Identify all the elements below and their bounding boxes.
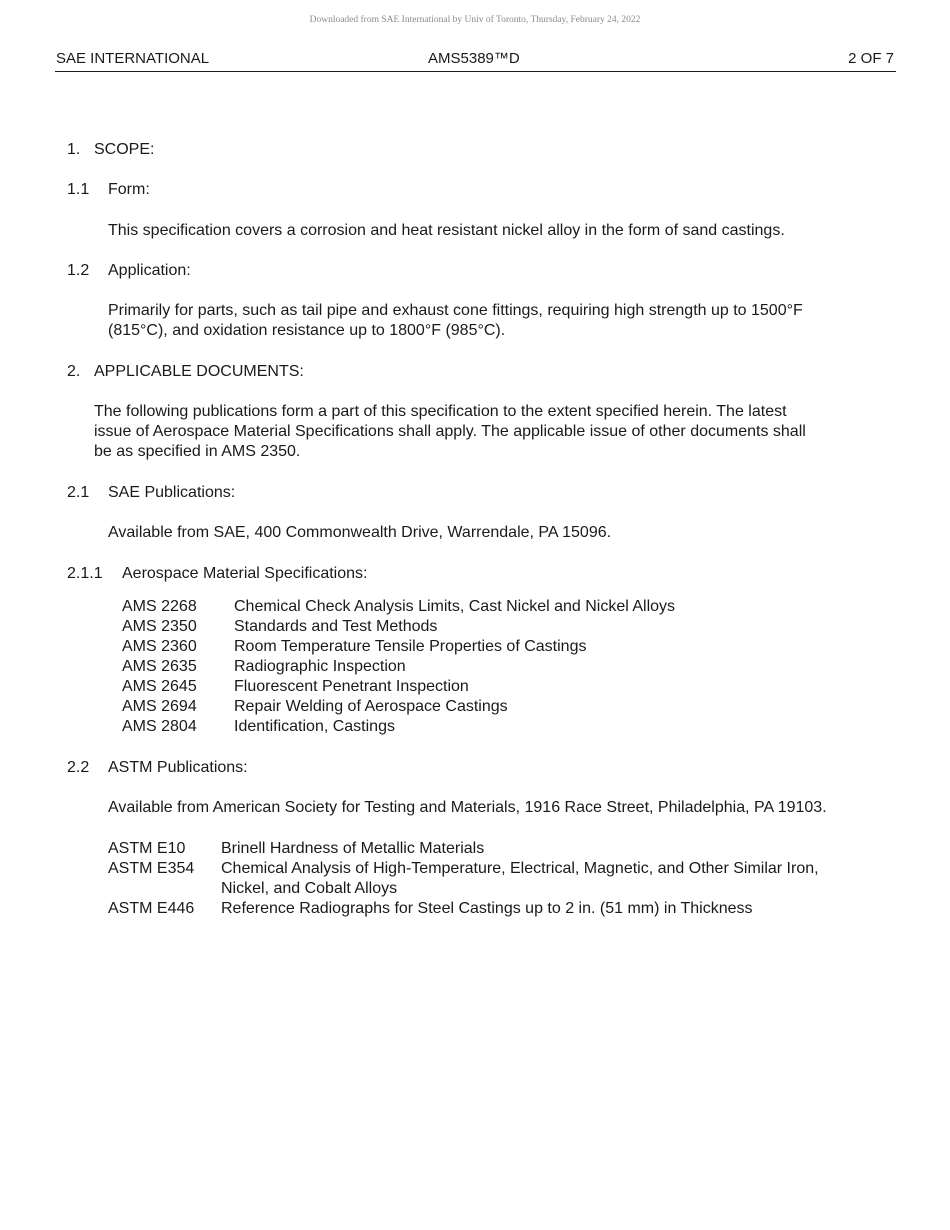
- section-2-2-paragraph: Available from American Society for Testing and Materials, 1916 Race Street, Philadelphia, PA 19103.: [108, 799, 827, 816]
- document-code: AMS 2694: [122, 698, 197, 715]
- page-header: [55, 49, 896, 72]
- document-code: ASTM E354: [108, 860, 195, 877]
- document-title: Chemical Check Analysis Limits, Cast Nickel and Nickel Alloys: [234, 598, 676, 615]
- document-code: AMS 2268: [122, 598, 197, 615]
- section-title: Form:: [108, 181, 150, 198]
- section-title: Aerospace Material Specifications:: [122, 565, 368, 582]
- document-title: Brinell Hardness of Metallic Materials: [221, 840, 485, 857]
- document-title: Room Temperature Tensile Properties of Castings: [234, 638, 587, 655]
- document-code: ASTM E10: [108, 840, 186, 857]
- document-title: Fluorescent Penetrant Inspection: [234, 678, 469, 695]
- document-code: AMS 2350: [122, 618, 197, 635]
- header-organization: SAE INTERNATIONAL: [56, 50, 210, 67]
- section-title: ASTM Publications:: [108, 759, 248, 776]
- document-title: Standards and Test Methods: [234, 618, 438, 635]
- section-2-paragraph-line-3: be as specified in AMS 2350.: [94, 443, 301, 460]
- astm-document-row: [108, 899, 868, 919]
- section-number: 1.: [67, 141, 81, 158]
- section-number: 1.1: [67, 181, 90, 198]
- document-code: ASTM E446: [108, 900, 195, 917]
- document-code: AMS 2360: [122, 638, 197, 655]
- ams-document-row: [122, 677, 822, 697]
- header-document-number: AMS5389™D: [428, 50, 520, 67]
- document-code: AMS 2645: [122, 678, 197, 695]
- ams-document-row: [122, 697, 822, 717]
- section-2-heading: [67, 362, 867, 382]
- section-1-heading: [67, 140, 867, 160]
- ams-document-row: [122, 717, 822, 737]
- document-code: AMS 2804: [122, 718, 197, 735]
- header-page-number: 2 OF 7: [848, 50, 894, 67]
- section-1-1-heading: [67, 180, 867, 200]
- section-2-1-heading: [67, 483, 867, 503]
- astm-document-row: [108, 859, 868, 899]
- section-number: 2.: [67, 363, 81, 380]
- section-2-2-heading: [67, 758, 867, 778]
- document-code: AMS 2635: [122, 658, 197, 675]
- section-2-1-paragraph: Available from SAE, 400 Commonwealth Drive, Warrendale, PA 15096.: [108, 524, 612, 541]
- section-2-1-1-heading: [67, 564, 867, 584]
- document-title: Chemical Analysis of High-Temperature, Electrical, Magnetic, and Other Similar Iron,: [221, 860, 819, 877]
- document-title: Identification, Castings: [234, 718, 395, 735]
- ams-document-row: [122, 657, 822, 677]
- section-title: SCOPE:: [94, 141, 155, 158]
- document-title: Reference Radiographs for Steel Castings up to 2 in. (51 mm) in Thickness: [221, 900, 753, 917]
- section-1-1-paragraph: This specification covers a corrosion and heat resistant nickel alloy in the form of sand castings.: [108, 222, 785, 239]
- ams-document-row: [122, 637, 822, 657]
- section-1-2-paragraph-line-1: Primarily for parts, such as tail pipe and exhaust cone fittings, requiring high strength up to 1500°F: [108, 302, 803, 319]
- section-number: 1.2: [67, 262, 90, 279]
- document-title-continued: Nickel, and Cobalt Alloys: [221, 880, 398, 897]
- ams-document-row: [122, 597, 822, 617]
- section-1-2-paragraph-line-2: (815°C), and oxidation resistance up to 1800°F (985°C).: [108, 322, 506, 339]
- section-title: Application:: [108, 262, 191, 279]
- astm-document-row: [108, 839, 868, 859]
- document-title: Repair Welding of Aerospace Castings: [234, 698, 508, 715]
- section-1-2-heading: [67, 261, 867, 281]
- document-title: Radiographic Inspection: [234, 658, 406, 675]
- section-number: 2.2: [67, 759, 90, 776]
- section-title: APPLICABLE DOCUMENTS:: [94, 363, 304, 380]
- section-2-paragraph-line-1: The following publications form a part of this specification to the extent specified herein. The latest: [94, 403, 787, 420]
- section-number: 2.1.1: [67, 565, 103, 582]
- download-watermark: Downloaded from SAE International by Univ of Toronto, Thursday, February 24, 2022: [309, 15, 641, 25]
- section-number: 2.1: [67, 484, 90, 501]
- ams-document-row: [122, 617, 822, 637]
- section-2-paragraph-line-2: issue of Aerospace Material Specifications shall apply. The applicable issue of other documents shall: [94, 423, 806, 440]
- section-title: SAE Publications:: [108, 484, 236, 501]
